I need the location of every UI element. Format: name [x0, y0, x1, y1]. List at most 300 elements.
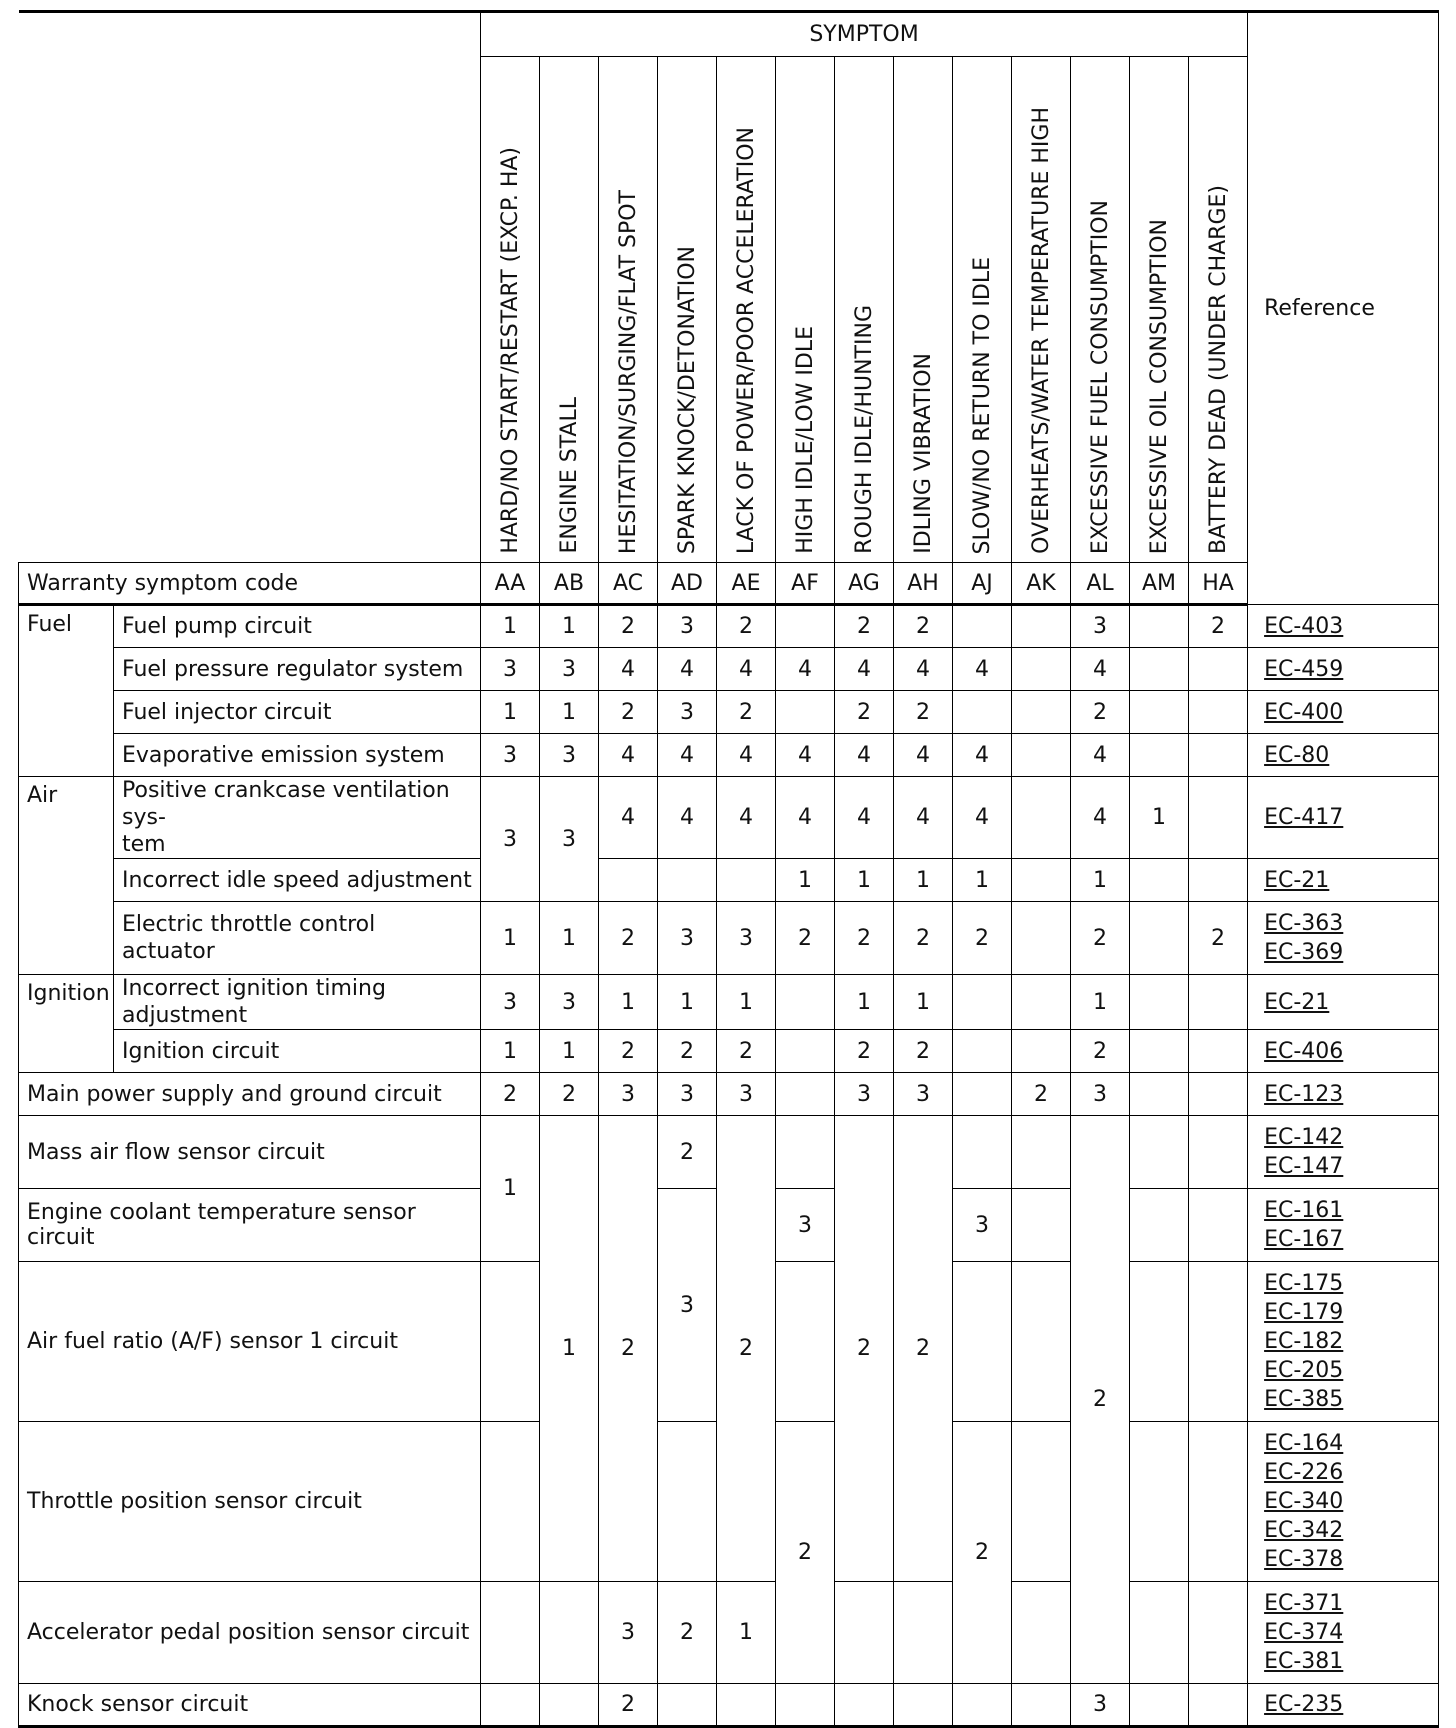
warranty-code: AJ: [953, 563, 1012, 605]
value-cell: 3: [481, 975, 540, 1030]
reference-cell: [1248, 975, 1439, 1030]
warranty-code: AD: [658, 563, 717, 605]
value-cell: [481, 1422, 540, 1582]
value-cell: 2: [599, 1030, 658, 1073]
value-cell: 2: [599, 1684, 658, 1727]
symptom-name: ROUGH IDLE/HUNTING: [851, 305, 877, 554]
reference-link[interactable]: EC-406: [1264, 1038, 1344, 1064]
symptom-column-header: [540, 57, 599, 563]
value-cell: [481, 1582, 540, 1684]
value-cell: 2: [717, 605, 776, 648]
value-cell: [1012, 605, 1071, 648]
symptom-name: SPARK KNOCK/DETONATION: [674, 245, 700, 554]
reference-link[interactable]: EC-175: [1264, 1271, 1344, 1296]
value-cell: 2: [776, 1422, 835, 1684]
reference-link[interactable]: EC-226: [1264, 1460, 1344, 1485]
symptom-column-header: [717, 57, 776, 563]
symptom-name: EXCESSIVE FUEL CONSUMPTION: [1087, 199, 1113, 554]
value-cell: [894, 1582, 953, 1684]
symptom-name: ENGINE STALL: [556, 397, 582, 554]
reference-link[interactable]: EC-381: [1264, 1649, 1344, 1674]
value-cell: 4: [835, 734, 894, 777]
value-cell: [953, 691, 1012, 734]
matrix-body: [19, 605, 1439, 1727]
value-cell: 1: [717, 975, 776, 1030]
value-cell: [1189, 1073, 1248, 1116]
value-cell: [1189, 1684, 1248, 1727]
reference-cell: [1248, 1422, 1439, 1582]
reference-link[interactable]: EC-21: [1264, 867, 1330, 893]
item-cell: Incorrect ignition timing adjustment: [114, 975, 481, 1030]
value-cell: [835, 1684, 894, 1727]
value-cell: 2: [658, 1582, 717, 1684]
reference-link[interactable]: EC-378: [1264, 1547, 1344, 1572]
reference-link[interactable]: EC-21: [1264, 989, 1330, 1015]
value-cell: 2: [894, 1030, 953, 1073]
value-cell: 3: [599, 1582, 658, 1684]
item-cell: Knock sensor circuit: [19, 1684, 481, 1727]
item-cell: Main power supply and ground circuit: [19, 1073, 481, 1116]
header-corner: [19, 12, 481, 563]
value-cell: 3: [658, 902, 717, 975]
value-cell: 2: [481, 1073, 540, 1116]
value-cell: [953, 605, 1012, 648]
reference-link[interactable]: EC-385: [1264, 1387, 1344, 1412]
value-cell: 4: [599, 777, 658, 859]
value-cell: [1130, 691, 1189, 734]
value-cell: [540, 1582, 599, 1684]
value-cell: 1: [658, 975, 717, 1030]
value-cell: [776, 1684, 835, 1727]
value-cell: 1: [481, 902, 540, 975]
category-cell: Fuel: [19, 605, 114, 777]
value-cell: 4: [776, 777, 835, 859]
value-cell: 2: [1012, 1073, 1071, 1116]
reference-cell: [1248, 777, 1439, 859]
reference-cell: [1248, 859, 1439, 902]
table-row: [19, 1030, 1439, 1073]
value-cell: 1: [540, 691, 599, 734]
value-cell: 3: [658, 605, 717, 648]
value-cell: 2: [1071, 902, 1130, 975]
value-cell: 2: [953, 902, 1012, 975]
table-row: [19, 1684, 1439, 1727]
symptom-column-header: [481, 57, 540, 563]
value-cell: 3: [1071, 605, 1130, 648]
value-cell: 2: [540, 1073, 599, 1116]
reference-link[interactable]: EC-374: [1264, 1620, 1344, 1645]
value-cell: [1130, 1189, 1189, 1262]
symptom-name: OVERHEATS/WATER TEMPERATURE HIGH: [1028, 107, 1054, 554]
value-cell: 1: [481, 1116, 540, 1262]
value-cell: 1: [481, 691, 540, 734]
reference-link[interactable]: EC-164: [1264, 1431, 1344, 1456]
item-cell: Electric throttle control actuator: [114, 902, 481, 975]
value-cell: [776, 605, 835, 648]
value-cell: 2: [835, 1116, 894, 1582]
value-cell: 3: [953, 1189, 1012, 1262]
table-row: [19, 777, 1439, 859]
symptom-name: SLOW/NO RETURN TO IDLE: [969, 256, 995, 554]
reference-link[interactable]: EC-371: [1264, 1591, 1344, 1616]
value-cell: [953, 1030, 1012, 1073]
value-cell: 2: [835, 902, 894, 975]
value-cell: [1012, 1262, 1071, 1422]
value-cell: 3: [481, 734, 540, 777]
value-cell: [776, 975, 835, 1030]
value-cell: 1: [717, 1582, 776, 1684]
value-cell: 1: [599, 975, 658, 1030]
value-cell: 2: [1071, 1116, 1130, 1684]
value-cell: 1: [1130, 777, 1189, 859]
item-cell: Evaporative emission system: [114, 734, 481, 777]
value-cell: 1: [953, 859, 1012, 902]
symptom-name: LACK OF POWER/POOR ACCELERATION: [733, 126, 759, 554]
value-cell: [835, 1582, 894, 1684]
value-cell: 2: [835, 691, 894, 734]
value-cell: [1012, 975, 1071, 1030]
value-cell: 4: [658, 734, 717, 777]
value-cell: [717, 1684, 776, 1727]
reference-cell: [1248, 1073, 1439, 1116]
item-cell: Throttle position sensor circuit: [19, 1422, 481, 1582]
value-cell: [1012, 1582, 1071, 1684]
value-cell: 4: [953, 777, 1012, 859]
item-cell: Fuel injector circuit: [114, 691, 481, 734]
value-cell: 2: [717, 691, 776, 734]
reference-link[interactable]: EC-167: [1264, 1227, 1344, 1252]
value-cell: [1130, 1684, 1189, 1727]
value-cell: 3: [481, 777, 540, 902]
value-cell: [1130, 902, 1189, 975]
warranty-code: AB: [540, 563, 599, 605]
value-cell: 4: [776, 648, 835, 691]
warranty-code: AC: [599, 563, 658, 605]
symptom-column-header: [776, 57, 835, 563]
value-cell: 4: [894, 734, 953, 777]
item-cell: Engine coolant temperature sensor circuit: [19, 1189, 481, 1262]
warranty-code: AE: [717, 563, 776, 605]
value-cell: 1: [540, 605, 599, 648]
warranty-code: AK: [1012, 563, 1071, 605]
value-cell: [1130, 1116, 1189, 1189]
value-cell: 1: [481, 1030, 540, 1073]
reference-link[interactable]: EC-369: [1264, 940, 1344, 965]
value-cell: 1: [540, 1030, 599, 1073]
value-cell: 1: [776, 859, 835, 902]
item-cell: Air fuel ratio (A/F) sensor 1 circuit: [19, 1262, 481, 1422]
item-cell: Ignition circuit: [114, 1030, 481, 1073]
value-cell: 2: [717, 1030, 776, 1073]
value-cell: 2: [894, 902, 953, 975]
value-cell: 4: [658, 777, 717, 859]
value-cell: 2: [599, 1116, 658, 1582]
reference-link[interactable]: EC-179: [1264, 1300, 1344, 1325]
value-cell: 4: [953, 648, 1012, 691]
value-cell: 2: [1189, 605, 1248, 648]
value-cell: 2: [599, 902, 658, 975]
value-cell: 2: [658, 1116, 717, 1189]
value-cell: 3: [540, 734, 599, 777]
warranty-code: HA: [1189, 563, 1248, 605]
value-cell: 3: [481, 648, 540, 691]
symptom-matrix-page: [18, 10, 1438, 1728]
value-cell: 2: [835, 1030, 894, 1073]
reference-cell: [1248, 691, 1439, 734]
reference-cell: [1248, 605, 1439, 648]
category-cell: Air: [19, 777, 114, 975]
value-cell: 1: [835, 975, 894, 1030]
value-cell: [1189, 1030, 1248, 1073]
value-cell: [953, 1684, 1012, 1727]
item-cell: Mass air flow sensor circuit: [19, 1116, 481, 1189]
value-cell: [776, 1030, 835, 1073]
reference-link[interactable]: EC-235: [1264, 1692, 1344, 1717]
value-cell: [1012, 691, 1071, 734]
value-cell: 2: [1071, 1030, 1130, 1073]
value-cell: 4: [717, 734, 776, 777]
value-cell: [1012, 1422, 1071, 1582]
table-row: [19, 902, 1439, 975]
value-cell: [776, 1073, 835, 1116]
value-cell: [776, 691, 835, 734]
reference-cell: [1248, 1262, 1439, 1422]
value-cell: [1130, 605, 1189, 648]
reference-cell: [1248, 734, 1439, 777]
value-cell: 1: [540, 1116, 599, 1582]
symptom-column-header: [1012, 57, 1071, 563]
symptom-column-header: [953, 57, 1012, 563]
value-cell: [1130, 859, 1189, 902]
table-row: [19, 975, 1439, 1030]
value-cell: 1: [835, 859, 894, 902]
symptom-column-header: [599, 57, 658, 563]
symptom-name: HIGH IDLE/LOW IDLE: [792, 326, 818, 554]
symptom-name: BATTERY DEAD (UNDER CHARGE): [1205, 185, 1231, 554]
item-cell: Positive crankcase ventilation sys- tem: [114, 777, 481, 859]
value-cell: 4: [1071, 734, 1130, 777]
value-cell: [776, 1262, 835, 1422]
value-cell: 3: [717, 1073, 776, 1116]
reference-link[interactable]: EC-417: [1264, 805, 1344, 830]
table-row: [19, 605, 1439, 648]
value-cell: 4: [717, 648, 776, 691]
reference-cell: [1248, 1189, 1439, 1262]
value-cell: 3: [776, 1189, 835, 1262]
value-cell: [1189, 1262, 1248, 1422]
value-cell: [953, 1073, 1012, 1116]
value-cell: 2: [717, 1116, 776, 1582]
value-cell: [1189, 648, 1248, 691]
reference-link[interactable]: EC-182: [1264, 1329, 1344, 1354]
reference-cell: [1248, 1582, 1439, 1684]
symptom-column-header: [894, 57, 953, 563]
value-cell: 3: [1071, 1073, 1130, 1116]
value-cell: 4: [894, 648, 953, 691]
value-cell: [1130, 1582, 1189, 1684]
value-cell: [776, 1116, 835, 1189]
value-cell: 3: [658, 1073, 717, 1116]
value-cell: 4: [894, 777, 953, 859]
table-row: [19, 734, 1439, 777]
value-cell: [1130, 975, 1189, 1030]
symptom-name: EXCESSIVE OIL CONSUMPTION: [1146, 218, 1172, 554]
symptom-name: HESITATION/SURGING/FLAT SPOT: [615, 189, 641, 554]
value-cell: 2: [894, 1116, 953, 1582]
reference-link[interactable]: EC-342: [1264, 1518, 1344, 1543]
warranty-code: AF: [776, 563, 835, 605]
value-cell: 3: [894, 1073, 953, 1116]
value-cell: [1189, 1422, 1248, 1582]
value-cell: 2: [776, 902, 835, 975]
value-cell: 2: [894, 605, 953, 648]
value-cell: 3: [658, 691, 717, 734]
value-cell: 4: [1071, 648, 1130, 691]
item-cell: Accelerator pedal position sensor circuit: [19, 1582, 481, 1684]
value-cell: 2: [599, 691, 658, 734]
reference-cell: [1248, 902, 1439, 975]
reference-link[interactable]: EC-363: [1264, 911, 1344, 936]
value-cell: [1130, 1422, 1189, 1582]
warranty-code: AL: [1071, 563, 1130, 605]
value-cell: 3: [717, 902, 776, 975]
value-cell: 1: [894, 975, 953, 1030]
value-cell: [599, 859, 658, 902]
reference-link[interactable]: EC-80: [1264, 742, 1330, 768]
table-row: [19, 691, 1439, 734]
value-cell: 4: [1071, 777, 1130, 859]
value-cell: [1189, 1116, 1248, 1189]
value-cell: [481, 1684, 540, 1727]
symptom-name: IDLING VIBRATION: [910, 353, 936, 554]
reference-link[interactable]: EC-459: [1264, 656, 1344, 682]
reference-link[interactable]: EC-205: [1264, 1358, 1344, 1383]
value-cell: [953, 1262, 1012, 1422]
table-row: [19, 1116, 1439, 1189]
reference-link[interactable]: EC-400: [1264, 699, 1344, 725]
item-cell: Fuel pressure regulator system: [114, 648, 481, 691]
value-cell: [894, 1684, 953, 1727]
reference-cell: [1248, 1116, 1439, 1189]
symptom-column-header: [835, 57, 894, 563]
value-cell: [717, 859, 776, 902]
value-cell: [1012, 648, 1071, 691]
reference-link[interactable]: EC-340: [1264, 1489, 1344, 1514]
value-cell: 4: [953, 734, 1012, 777]
table-row: [19, 859, 1439, 902]
symptom-matrix-table: [18, 10, 1439, 1728]
value-cell: 2: [599, 605, 658, 648]
value-cell: [540, 1684, 599, 1727]
value-cell: [1130, 1030, 1189, 1073]
value-cell: 1: [1071, 859, 1130, 902]
value-cell: 4: [835, 777, 894, 859]
value-cell: 1: [1071, 975, 1130, 1030]
value-cell: [1012, 902, 1071, 975]
reference-link[interactable]: EC-403: [1264, 613, 1344, 639]
value-cell: 3: [599, 1073, 658, 1116]
value-cell: [1189, 734, 1248, 777]
value-cell: [1189, 975, 1248, 1030]
value-cell: [658, 859, 717, 902]
value-cell: 4: [776, 734, 835, 777]
value-cell: 4: [658, 648, 717, 691]
item-cell: Fuel pump circuit: [114, 605, 481, 648]
value-cell: [1012, 777, 1071, 859]
value-cell: 4: [599, 648, 658, 691]
reference-cell: [1248, 1684, 1439, 1727]
symptom-column-header: [1071, 57, 1130, 563]
value-cell: [1012, 1189, 1071, 1262]
warranty-code: AA: [481, 563, 540, 605]
value-cell: [1189, 777, 1248, 859]
value-cell: 3: [540, 777, 599, 902]
value-cell: 2: [894, 691, 953, 734]
value-cell: [1189, 1189, 1248, 1262]
value-cell: [481, 1262, 540, 1422]
reference-link[interactable]: EC-161: [1264, 1198, 1344, 1223]
value-cell: 2: [1189, 902, 1248, 975]
reference-cell: [1248, 1030, 1439, 1073]
warranty-code: AM: [1130, 563, 1189, 605]
symptom-name: HARD/NO START/RESTART (EXCP. HA): [497, 147, 523, 554]
value-cell: [1130, 648, 1189, 691]
value-cell: 2: [953, 1422, 1012, 1684]
value-cell: [658, 1684, 717, 1727]
value-cell: 1: [540, 902, 599, 975]
warranty-code: AG: [835, 563, 894, 605]
symptom-header: SYMPTOM: [481, 12, 1248, 57]
symptom-column-header: [1189, 57, 1248, 563]
value-cell: [1012, 1030, 1071, 1073]
value-cell: 1: [481, 605, 540, 648]
value-cell: 2: [658, 1030, 717, 1073]
value-cell: [1012, 1116, 1071, 1189]
value-cell: [1189, 1582, 1248, 1684]
symptom-column-header: [1130, 57, 1189, 563]
reference-header: Reference: [1248, 12, 1439, 605]
table-row: [19, 1073, 1439, 1116]
item-cell: Incorrect idle speed adjustment: [114, 859, 481, 902]
value-cell: 2: [1071, 691, 1130, 734]
value-cell: [1189, 691, 1248, 734]
value-cell: [1130, 734, 1189, 777]
reference-link[interactable]: EC-142: [1264, 1125, 1344, 1150]
value-cell: 4: [835, 648, 894, 691]
value-cell: 3: [540, 648, 599, 691]
value-cell: [953, 1116, 1012, 1189]
value-cell: 4: [717, 777, 776, 859]
value-cell: [1130, 1262, 1189, 1422]
warranty-code: AH: [894, 563, 953, 605]
reference-link[interactable]: EC-123: [1264, 1081, 1344, 1107]
value-cell: 3: [540, 975, 599, 1030]
reference-link[interactable]: EC-147: [1264, 1154, 1344, 1179]
value-cell: [953, 975, 1012, 1030]
value-cell: [1012, 1684, 1071, 1727]
value-cell: [658, 1422, 717, 1582]
symptom-column-header: [658, 57, 717, 563]
value-cell: 3: [1071, 1684, 1130, 1727]
value-cell: 3: [835, 1073, 894, 1116]
value-cell: [1130, 1073, 1189, 1116]
value-cell: [1189, 859, 1248, 902]
table-row: [19, 1582, 1439, 1684]
reference-cell: [1248, 648, 1439, 691]
value-cell: [1012, 859, 1071, 902]
value-cell: 3: [658, 1189, 717, 1422]
table-row: [19, 648, 1439, 691]
